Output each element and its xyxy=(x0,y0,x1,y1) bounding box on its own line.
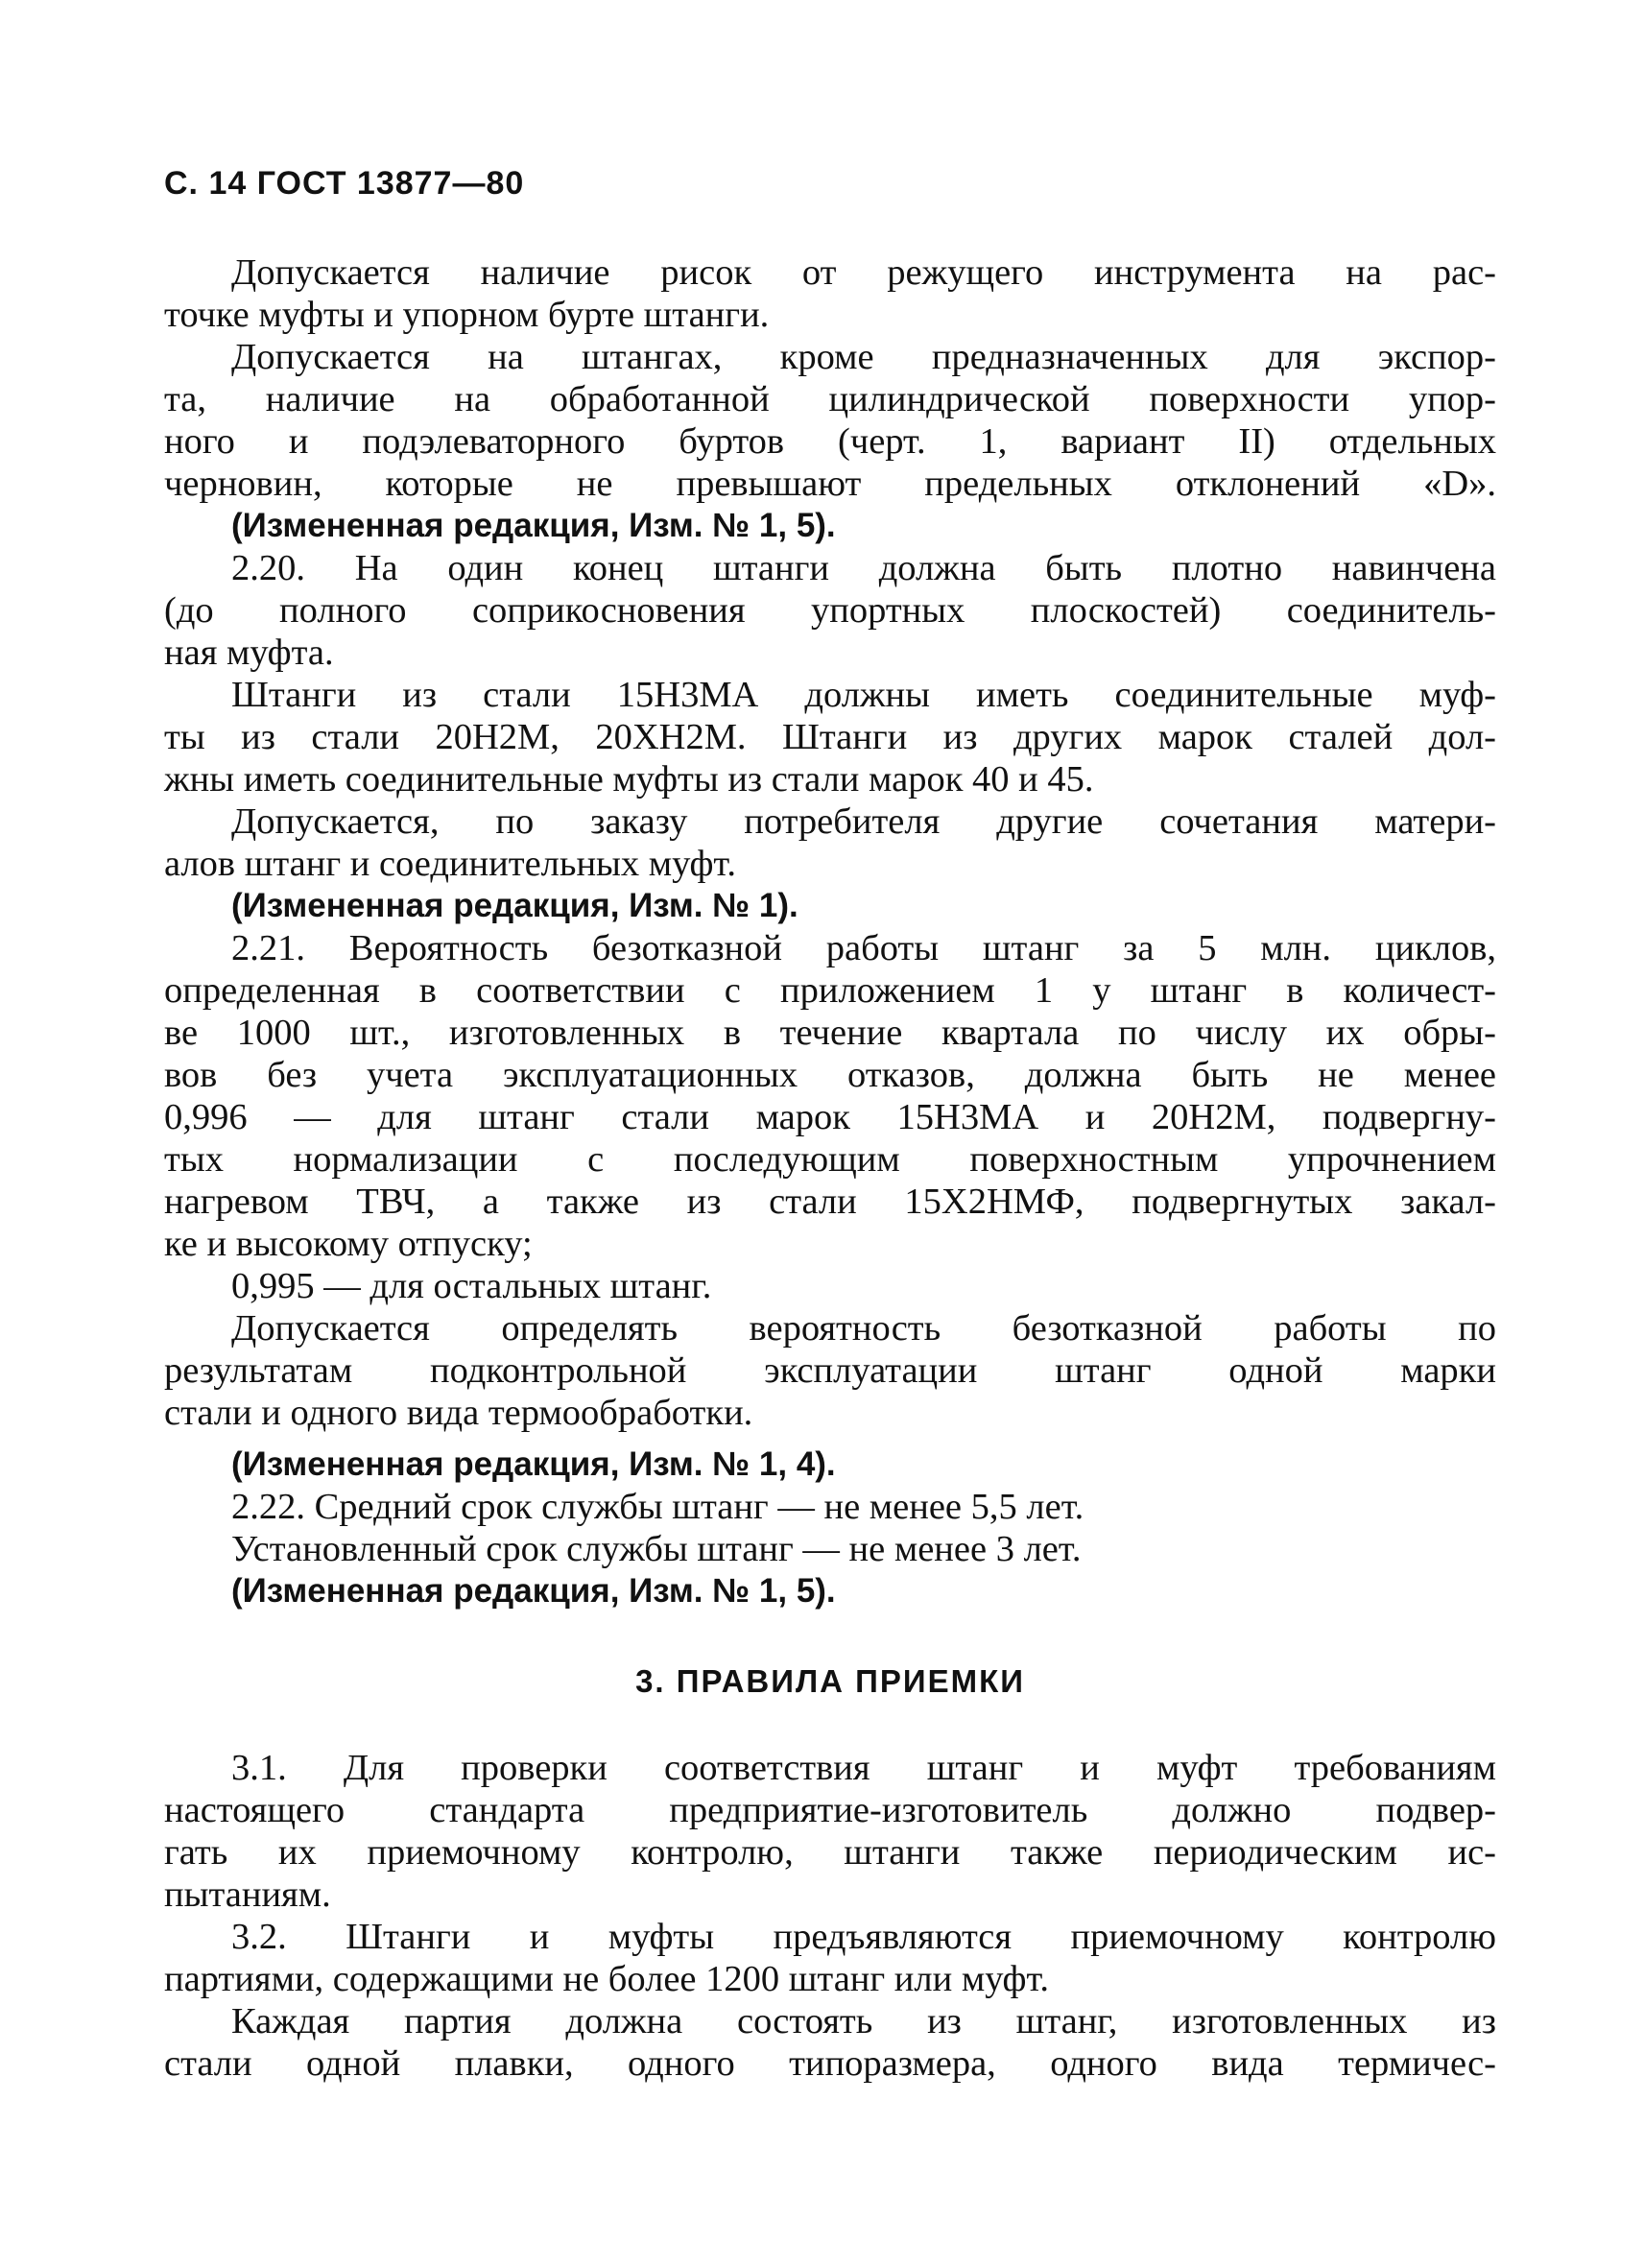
text-line: тых нормализации с последующим поверхностным упрочнением xyxy=(164,1139,1496,1180)
text-line: партиями, содержащими не более 1200 штанг или муфт. xyxy=(164,1959,1050,1999)
section-title: 3. ПРАВИЛА ПРИЕМКИ xyxy=(635,1663,1025,1699)
text-line: алов штанг и соединительных муфт. xyxy=(164,844,736,884)
text-line: гать их приемочному контролю, штанги также периодическим ис- xyxy=(164,1832,1496,1873)
amendment-note: (Измененная редакция, Изм. № 1). xyxy=(231,887,798,924)
text-line: определенная в соответствии с приложением 1 у штанг в количест- xyxy=(164,970,1496,1011)
text-line: 0,996 — для штанг стали марок 15Н3МА и 20Н2М, подвергну- xyxy=(164,1097,1496,1137)
amendment-note: (Измененная редакция, Изм. № 1, 4). xyxy=(231,1445,836,1483)
text-line: 3.1. Для проверки соответствия штанг и муфт требованиям xyxy=(231,1748,1496,1788)
page-header: С. 14 ГОСТ 13877—80 xyxy=(164,165,525,202)
text-line: нагревом ТВЧ, а также из стали 15Х2НМФ, подвергнутых закал- xyxy=(164,1182,1496,1222)
text-line: Каждая партия должна состоять из штанг, изготовленных из xyxy=(231,2001,1496,2041)
text-line: результатам подконтрольной эксплуатации штанг одной марки xyxy=(164,1350,1496,1391)
text-line: вов без учета эксплуатационных отказов, должна быть не менее xyxy=(164,1055,1496,1095)
text-line: стали и одного вида термообработки. xyxy=(164,1393,753,1433)
text-line: Допускается определять вероятность безотказной работы по xyxy=(231,1308,1496,1349)
text-line: 2.22. Средний срок службы штанг — не менее 5,5 лет. xyxy=(231,1487,1084,1527)
amendment-note: (Измененная редакция, Изм. № 1, 5). xyxy=(231,507,836,544)
text-line: 2.20. На один конец штанги должна быть плотно навинчена xyxy=(231,548,1496,588)
text-line: 3.2. Штанги и муфты предъявляются приемочному контролю xyxy=(231,1917,1496,1957)
text-line: Допускается, по заказу потребителя другие сочетания матери- xyxy=(231,801,1496,842)
text-line: (до полного соприкосновения упортных плоскостей) соединитель- xyxy=(164,590,1496,631)
text-line: ная муфта. xyxy=(164,633,334,673)
text-line: жны иметь соединительные муфты из стали марок 40 и 45. xyxy=(164,759,1094,800)
text-line: пытаниям. xyxy=(164,1874,331,1915)
document-body xyxy=(164,251,1496,2085)
text-line: настоящего стандарта предприятие-изготовитель должно подвер- xyxy=(164,1790,1496,1830)
text-line: та, наличие на обработанной цилиндрической поверхности упор- xyxy=(164,379,1496,419)
text-line: точке муфты и упорном бурте штанги. xyxy=(164,295,770,335)
text-line: Допускается на штангах, кроме предназначенных для экспор- xyxy=(231,337,1496,377)
text-line: 0,995 — для остальных штанг. xyxy=(231,1266,712,1306)
text-line: ве 1000 шт., изготовленных в течение квартала по числу их обры- xyxy=(164,1013,1496,1053)
text-line: стали одной плавки, одного типоразмера, одного вида термичес- xyxy=(164,2043,1496,2084)
amendment-note: (Измененная редакция, Изм. № 1, 5). xyxy=(231,1572,836,1610)
text-line: Установленный срок службы штанг — не менее 3 лет. xyxy=(231,1529,1082,1569)
text-line: ке и высокому отпуску; xyxy=(164,1224,533,1264)
text-line: Штанги из стали 15Н3МА должны иметь соединительные муф- xyxy=(231,675,1496,715)
text-line: 2.21. Вероятность безотказной работы штанг за 5 млн. циклов, xyxy=(231,928,1496,968)
text-line: Допускается наличие рисок от режущего инструмента на рас- xyxy=(231,252,1496,293)
text-line: ты из стали 20Н2М, 20ХН2М. Штанги из других марок сталей дол- xyxy=(164,717,1496,757)
text-line: ного и подэлеваторного буртов (черт. 1, вариант II) отдельных xyxy=(164,421,1496,462)
text-line: черновин, которые не превышают предельных отклонений «D». xyxy=(164,464,1496,504)
